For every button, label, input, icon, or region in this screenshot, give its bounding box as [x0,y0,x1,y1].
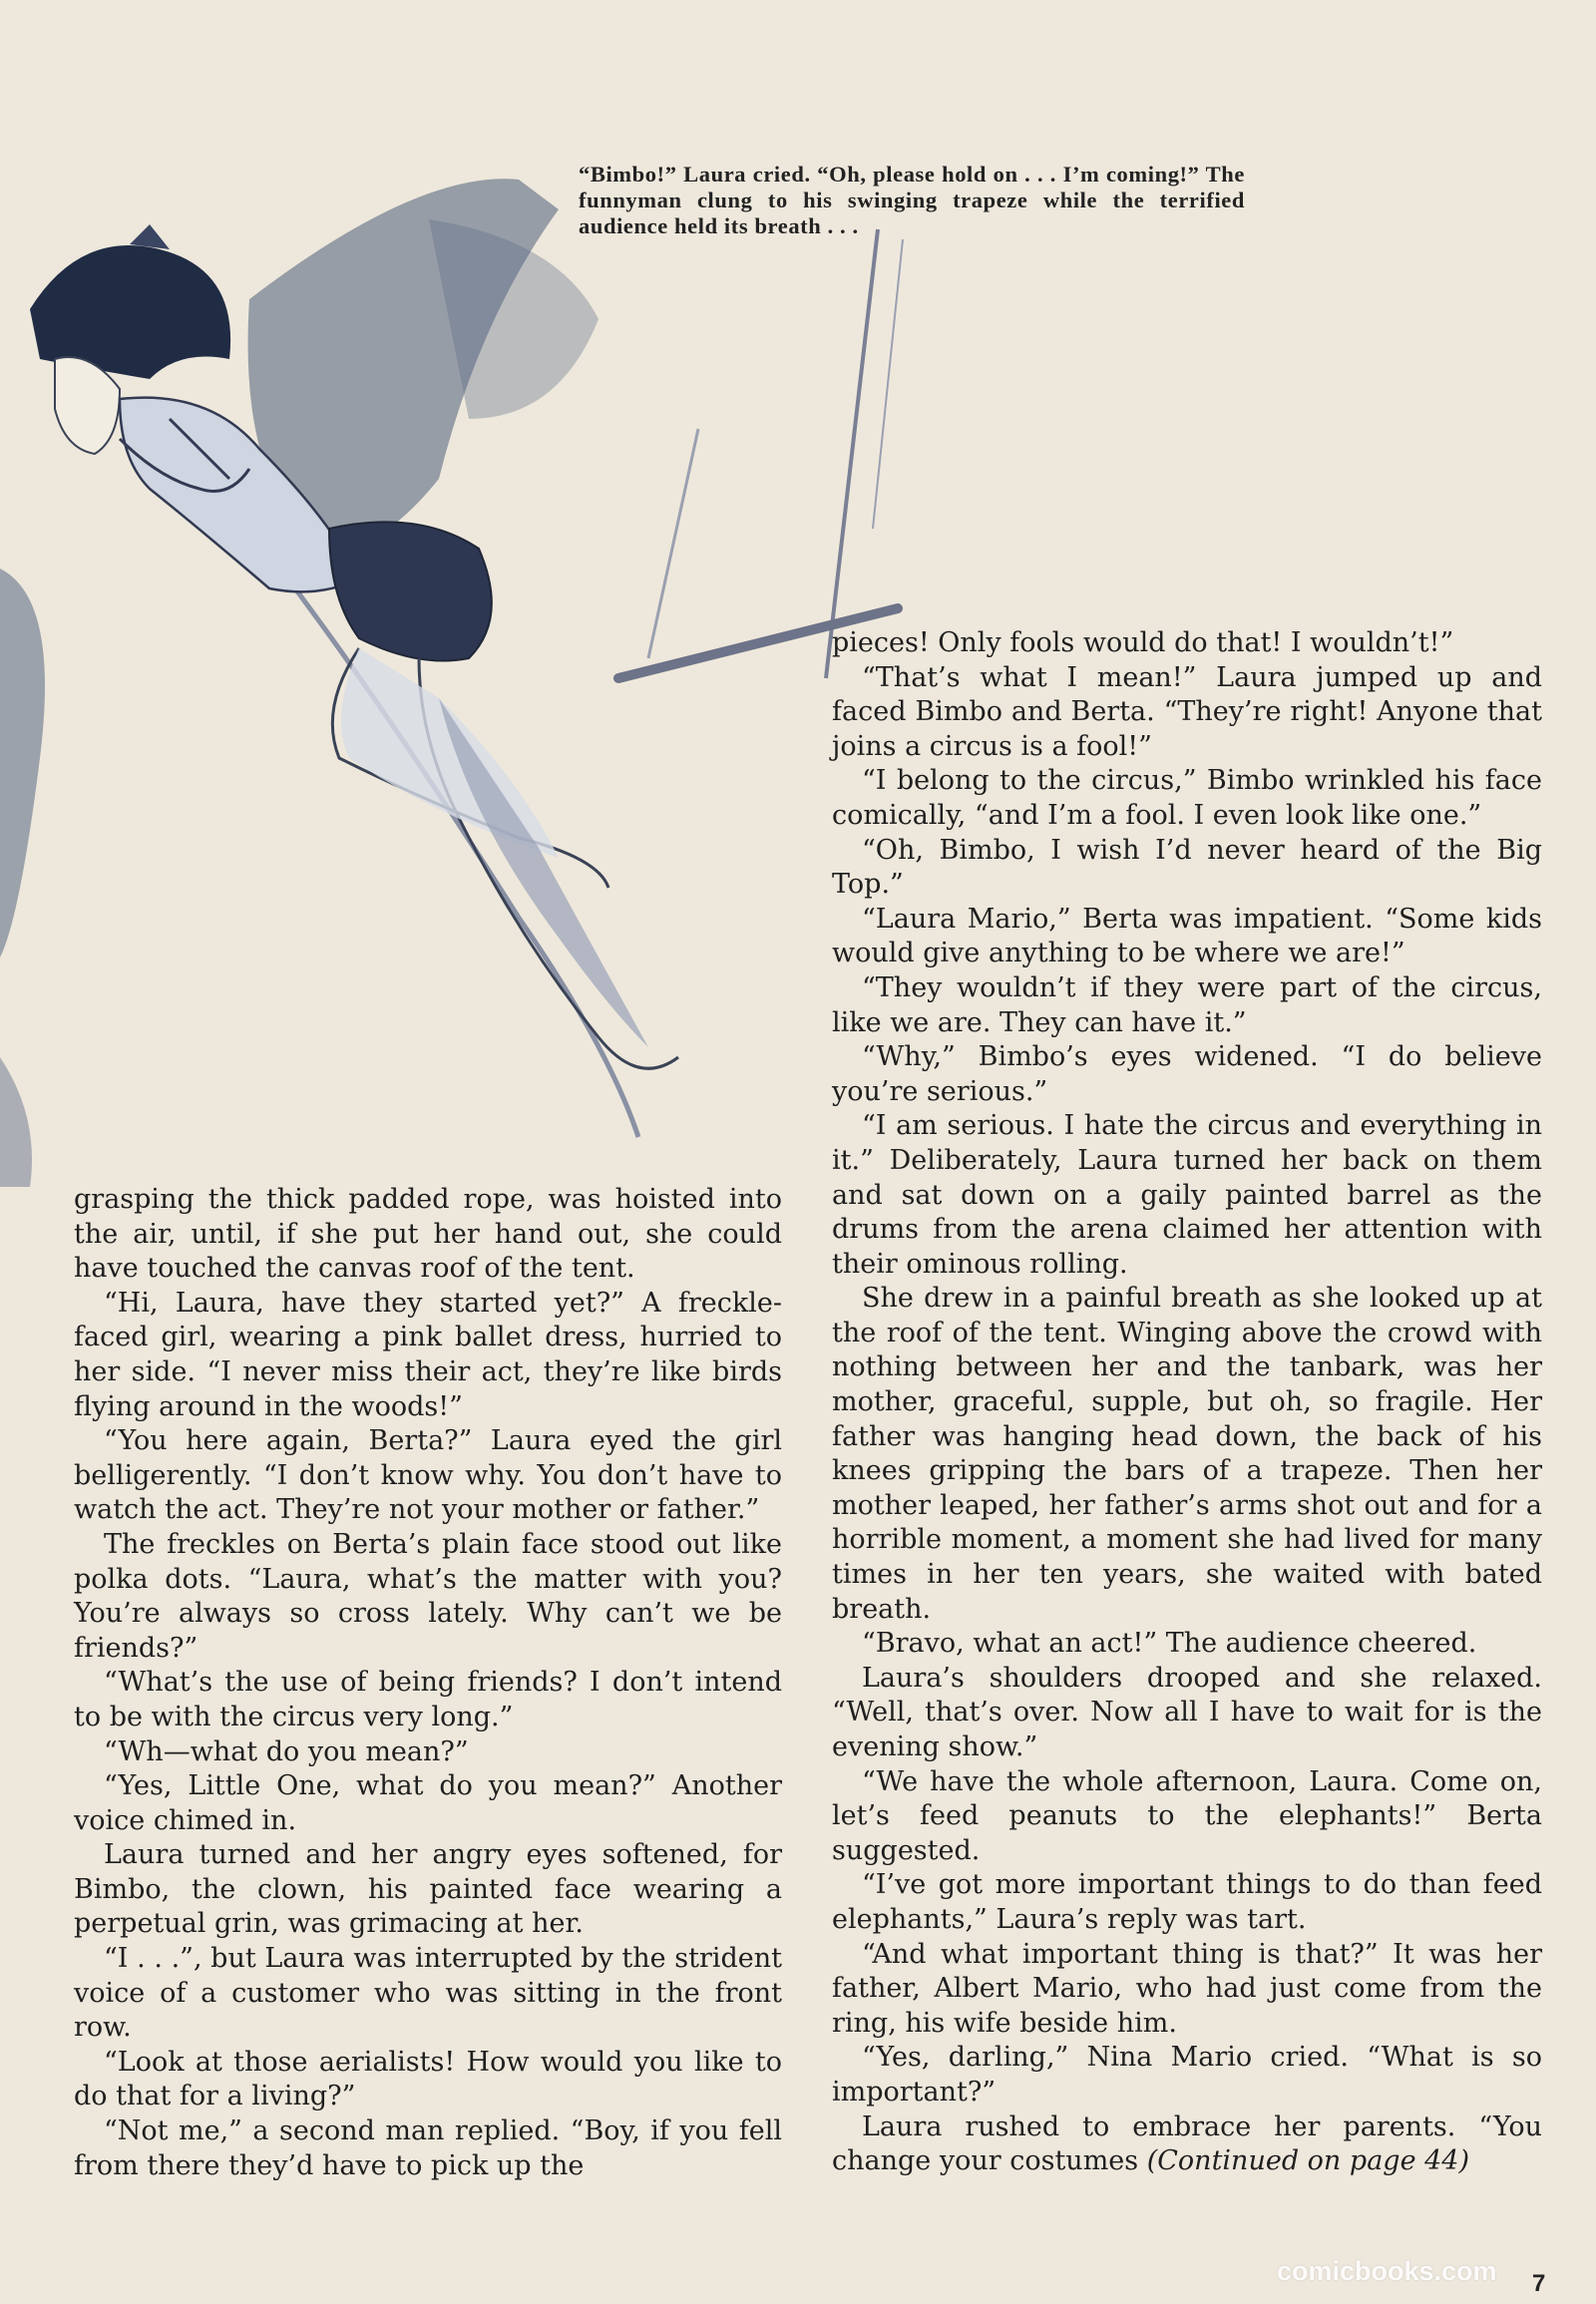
paragraph-text: Laura rushed to embrace her parents. “You change your costumes [832,2111,1542,2177]
paragraph: Laura turned and her angry eyes softened, for Bimbo, the clown, his painted face wearing a perpetual grin, was grimacing at her. [74,1839,782,1940]
paragraph [832,2111,1542,2179]
paragraph: “They wouldn’t if they were part of the circus, like we are. They can have it.” [832,971,1542,1038]
paragraph: “Hi, Laura, have they started yet?” A freckle-faced girl, wearing a pink ballet dress, hurried to her side. “I never miss their act, they’re like birds flying around in the woods!” [74,1287,782,1422]
paragraph: “What’s the use of being friends? I don’t intend to be with the circus very long.” [74,1667,782,1732]
paragraph: “Why,” Bimbo’s eyes widened. “I do believe you’re serious.” [832,1041,1542,1107]
paragraph: “You here again, Berta?” Laura eyed the girl belligerently. “I don’t know why. You don’t have to watch the act. They’re not your mother or father.” [74,1425,782,1526]
trapeze-rope-2 [873,239,903,529]
paragraph: “Look at those aerialists! How would you like to do that for a living?” [74,2046,782,2112]
continued-notice: (Continued on page 44) [1146,2145,1470,2177]
paragraph: “Yes, Little One, what do you mean?” Another voice chimed in. [74,1770,782,1836]
paragraph: “Not me,” a second man replied. “Boy, if you fell from there they’d have to pick up the [74,2115,782,2181]
paragraph: pieces! Only fools would do that! I wouldn’t!” [832,627,1454,658]
paragraph: “I’ve got more important things to do than feed elephants,” Laura’s reply was tart. [832,1869,1542,1935]
page-number: 7 [1532,2270,1546,2297]
left-text-column [74,1183,782,2183]
paragraph: “And what important thing is that?” It was her father, Albert Mario, who had just come from the ring, his wife beside him. [832,1938,1542,2039]
paragraph: “Wh—what do you mean?” [104,1735,469,1767]
paragraph: Laura’s shoulders drooped and she relaxed. “Well, that’s over. Now all I have to wait for is the evening show.” [832,1662,1542,1762]
caption-text: “Bimbo!” Laura cried. “Oh, please hold on . . . I’m coming!” The funnyman clung to his swinging trapeze while the terrified audience held its breath . . . [579,162,1245,238]
paragraph: “I am serious. I hate the circus and everything in it.” Deliberately, Laura turned her back on them and sat down on a gaily painted barrel as the drums from the arena claimed her attention with their ominous rolling. [832,1110,1542,1280]
left-edge-wash [0,569,45,958]
rope-to-bar [648,429,698,658]
figure-leg-fill [341,648,559,858]
paragraph: “I belong to the circus,” Bimbo wrinkled his face comically, “and I’m a fool. I even look like one.” [832,765,1542,831]
watermark: comicbooks.com [1277,2256,1497,2286]
paragraph: “That’s what I mean!” Laura jumped up and faced Bimbo and Berta. “They’re right! Anyone that joins a circus is a fool!” [832,661,1542,762]
paragraph: grasping the thick padded rope, was hoisted into the air, until, if she put her hand out, she could have touched the canvas roof of the tent. [74,1184,782,1285]
paragraph: “Yes, darling,” Nina Mario cried. “What is so important?” [832,2042,1542,2108]
illustration-caption [579,162,1245,239]
paragraph: “Laura Mario,” Berta was impatient. “Some kids would give anything to be where we are!” [832,903,1542,969]
paragraph: She drew in a painful breath as she looked up at the roof of the tent. Winging above the crowd with nothing between her and the tanbark, was her mother, graceful, supple, but oh, so fragile. Her father was hanging head down, the back of his knees gripping the bars of a trapeze. Then her mother leaped, her father’s arms shot out and for a horrible moment, a moment she had lived for many times in her ten years, she waited with bated breath. [832,1283,1542,1625]
right-text-column [832,626,1542,2179]
figure-shorts [329,522,492,660]
paragraph: “Oh, Bimbo, I wish I’d never heard of the Big Top.” [832,834,1542,901]
paragraph: “We have the whole afternoon, Laura. Come on, let’s feed peanuts to the elephants!” Berta suggested. [832,1765,1542,1866]
figure-leg-shade [439,698,648,1047]
paragraph: The freckles on Berta’s plain face stood out like polka dots. “Laura, what’s the matter with you? You’re always so cross lately. Why can’t we be friends?” [74,1528,782,1664]
paragraph: “I . . .”, but Laura was interrupted by the strident voice of a customer who was sitting in the front row. [74,1943,782,2044]
paragraph: “Bravo, what an act!” The audience cheered. [862,1628,1477,1660]
left-edge-wash-2 [0,1057,32,1187]
